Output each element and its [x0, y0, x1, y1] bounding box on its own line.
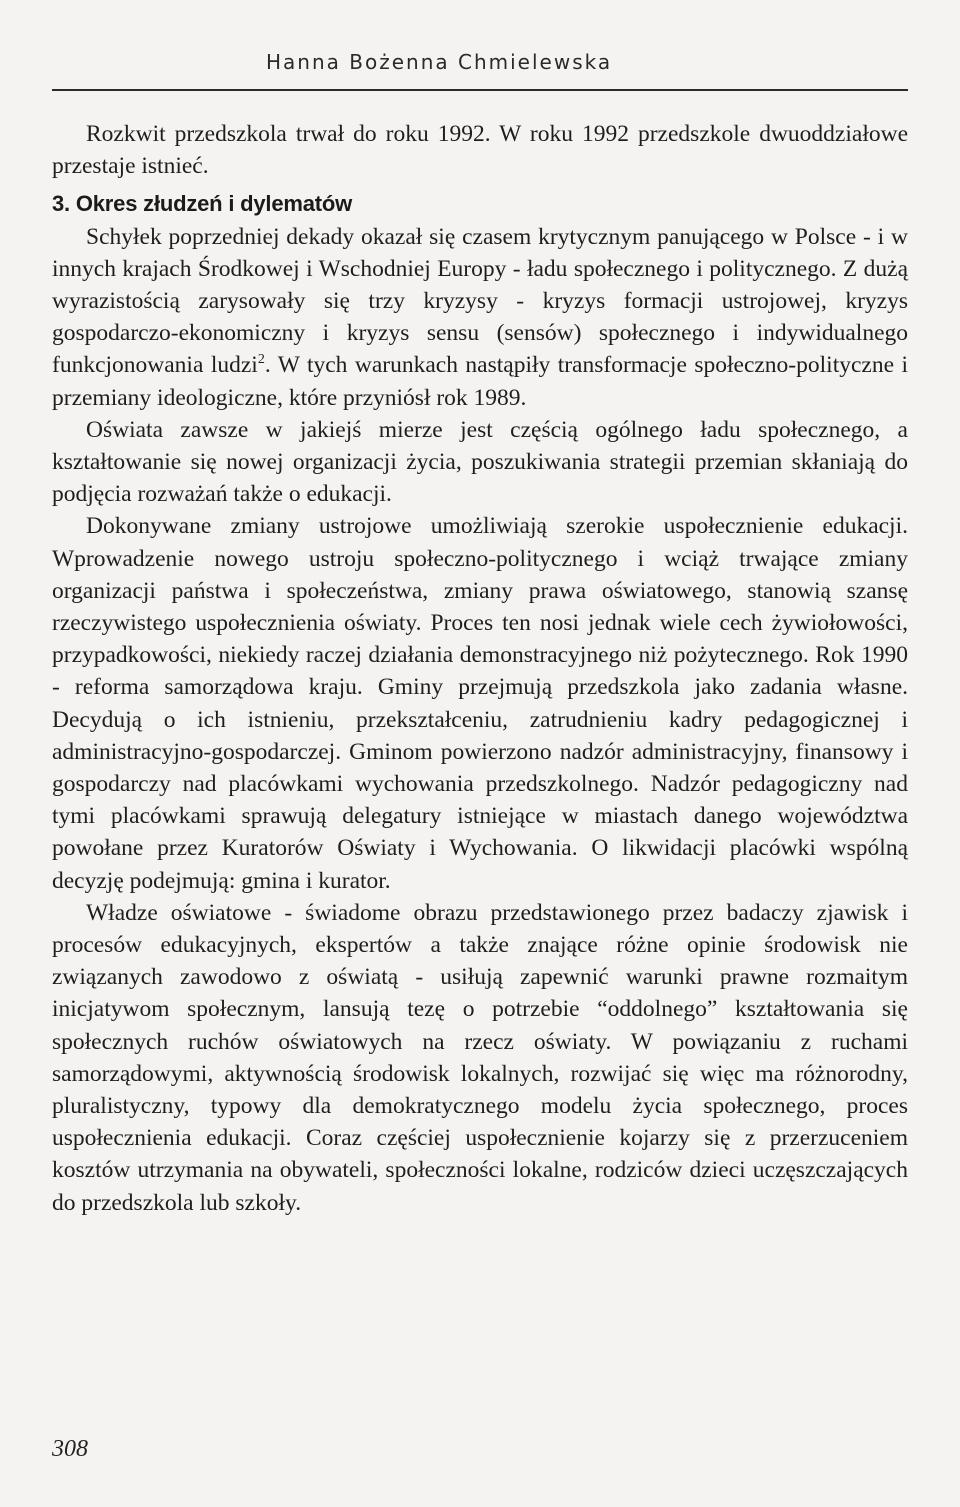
body-text [52, 118, 908, 1219]
running-head: Hanna Bożenna Chmielewska [266, 50, 613, 74]
footnote-reference: 2 [257, 352, 265, 368]
paragraph-2-text-continued: . W tych warunkach nastąpiły transformacje społeczno-polityczne i przemiany ideologiczne, które przyniósł rok 1989. [52, 352, 908, 411]
paragraph-5: Władze oświatowe - świadome obrazu przedstawionego przez badaczy zjawisk i procesów edukacyjnych, ekspertów a także znające różne opinie środowisk nie związanych zawodowo z oświatą - usiłują zapewnić warunki prawne rozmaitym inicjatywom społecznym, lansują tezę o potrzebie “oddolnego” kształtowania się społecznych ruchów oświatowych na rzecz oświaty. W powiązaniu z ruchami samorządowymi, aktywnością środowisk lokalnych, rozwijać się więc ma różnorodny, pluralistyczny, typowy dla demokratycznego modelu życia społecznego, proces uspołecznienia edukacji. Coraz częściej uspołecznienie kojarzy się z przerzuceniem kosztów utrzymania na obywateli, społeczności lokalne, rodziców dzieci uczęszczających do przedszkola lub szkoły. [52, 899, 908, 1216]
paragraph-3: Oświata zawsze w jakiejś mierze jest częścią ogólnego ładu społecznego, a kształtowanie się nowej organizacji życia, poszukiwania strategii przemian skłaniają do podjęcia rozważań także o edukacji. [52, 416, 908, 508]
paragraph-2 [52, 221, 908, 414]
header-rule [52, 89, 908, 91]
paragraph-1: Rozkwit przedszkola trwał do roku 1992. W roku 1992 przedszkole dwuoddziałowe przestaje istnieć. [52, 121, 908, 180]
section-heading: 3. Okres złudzeń i dylematów [52, 191, 353, 217]
paragraph-2-text: Schyłek poprzedniej dekady okazał się czasem krytycznym panującego w Polsce - i w innych krajach Środkowej i Wschodniej Europy - ładu społecznego i politycznego. Z dużą wyrazistością zarysowały się trzy kryzysy - kryzys formacji ustrojowej, kryzys gospodarczo-ekonomiczny i kryzys sensu (sensów) społecznego i indywidualnego funkcjonowania ludzi [52, 223, 908, 379]
paragraph-4: Dokonywane zmiany ustrojowe umożliwiają szerokie uspołecznienie edukacji. Wprowadzenie nowego ustroju społeczno-politycznego i wciąż trwające zmiany organizacji państwa i społeczeństwa, zmiany prawa oświatowego, stanowią szansę rzeczywistego uspołecznienia oświaty. Proces ten nosi jednak wiele cech żywiołowości, przypadkowości, niekiedy raczej działania demonstracyjnego niż pożytecznego. Rok 1990 - reforma samorządowa kraju. Gminy przejmują przedszkola jako zadania własne. Decydują o ich istnieniu, przekształceniu, zatrudnieniu kadry pedagogicznej i administracyjno-gospodarczej. Gminom powierzono nadzór administracyjny, finansowy i gospodarczy nad placówkami wychowania przedszkolnego. Nadzór pedagogiczny nad tymi placówkami sprawują delegatury istniejące w miastach danego województwa powołane przez Kuratorów Oświaty i Wychowania. O likwidacji placówki wspólną decyzję podejmują: gmina i kurator. [52, 513, 908, 894]
page-number: 308 [52, 1436, 88, 1462]
